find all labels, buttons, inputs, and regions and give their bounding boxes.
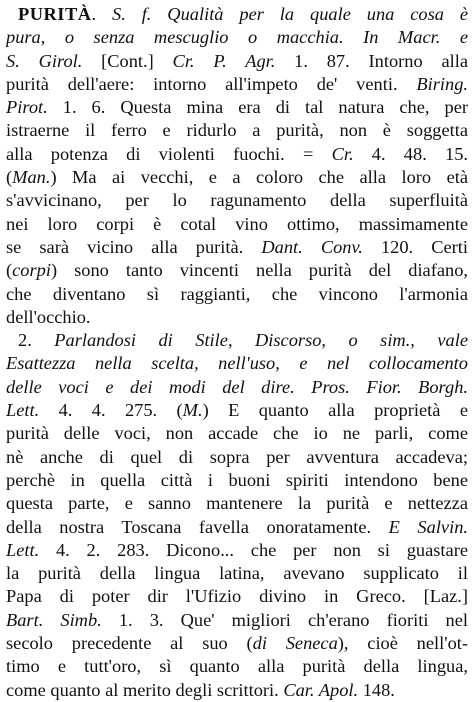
italic-text: Dant. Conv. [261,236,363,257]
text-run: 1. 6. Questa mina era di tal natura che, per [47,97,468,118]
italic-text: Biring. [416,73,468,94]
italic-text: Man. [12,167,51,188]
italic-text: Parlandosi di Stile, Discorso, o sim., vale [54,330,468,351]
entry-line [6,259,468,282]
entry-line [6,283,468,306]
italic-text: o senza mescuglio o macchia. In Macr. e [64,27,468,48]
text-run: se sarà vicino alla purità. [6,236,262,257]
entry-line [6,189,468,212]
italic-text: Car. Apol. [283,679,359,700]
entry-line [6,399,468,422]
italic-text: Lett. [6,539,40,560]
entry-line [6,376,468,399]
text-run: , [40,27,65,48]
italic-text: Lett. [6,400,40,421]
text-run: timo e tutt'oro, sì quanto alla purità della lingua, [6,656,468,677]
entry-line [6,166,468,189]
text-run: s'avvicinano, per lo ragunamento della superfluità [6,190,468,211]
text-run: . [91,4,113,24]
entry-line [6,96,468,119]
text-run: questa parte, e sanno mantenere la purità e nettezza [6,493,468,514]
entry-line [6,655,468,678]
text-run: alla potenza di violenti fuochi. = [6,143,332,164]
text-run: come quanto al merito degli scrittori. [6,679,284,700]
entry-line [6,422,468,445]
text-run: istraerne il ferro e ridurlo a purità, non è soggetta [6,120,468,141]
text-run: 148. [358,679,395,700]
entry-line [6,50,468,73]
text-run: 1. 87. Intorno alla [275,50,468,71]
text-run: Papa di poter dir l'Ufizio divino in Greco. [Laz.] [6,586,468,607]
text-run: ), cioè nell'ot- [337,633,468,654]
entry-line [6,306,468,329]
entry-line [6,609,468,632]
italic-text: corpi [12,260,51,281]
entry-line [6,562,468,585]
italic-text: Esattezza nella scelta, nell'uso, e nel collocamento [6,353,468,374]
text-run: ( [6,260,13,281]
entry-line [6,469,468,492]
text-run: purità delle voci, non accade che io ne parli, come [6,423,468,444]
entry-line [6,73,468,96]
entry-line [6,585,468,608]
entry-line [6,539,468,562]
text-run: ) sono tanto vincenti nella purità del diafano, [50,260,468,281]
entry-line [6,492,468,515]
headword: PURITÀ [18,4,92,24]
entry-line [6,236,468,259]
italic-text: Cr. [331,143,354,164]
entry-line [6,446,468,469]
italic-text: Cr. P. Agr. [172,50,276,71]
entry-line [6,26,468,49]
text-run: 4. 4. 275. ( [39,400,183,421]
text-run: nei loro corpi è cotal vino ottimo, massimamente [6,213,468,234]
entry-line [6,352,468,375]
entry-line [6,679,468,702]
italic-text: M. [182,400,203,421]
text-run: la purità della lingua latina, avevano supplicato il [6,563,468,584]
entry-line [6,213,468,236]
entry-line [6,119,468,142]
text-run: [Cont.] [82,50,173,71]
entry-line [6,329,468,352]
entry-line [6,143,468,166]
text-run: ) E quanto alla proprietà e [202,400,468,421]
text-run: dell'occhio. [6,306,91,327]
italic-text: S. f. Qualità per la quale una cosa è [112,4,468,24]
italic-text: S. Girol. [6,50,83,71]
italic-text: Bart. Simb. [6,609,102,630]
text-run: 4. 48. 15. [353,143,468,164]
entry-line [6,516,468,539]
italic-text: Pirot. [6,97,48,118]
text-run: ( [6,167,13,188]
entry-line [6,3,468,26]
text-run: 1. 3. Que' migliori ch'erano fioriti nel [101,609,468,630]
text-run: purità dell'aere: intorno all'impeto de' venti. [6,73,417,94]
text-run: della nostra Toscana favella onoratamente. [6,516,389,537]
italic-text: di Seneca [252,633,338,654]
italic-text: pura [6,27,41,48]
text-run: 2. [18,330,55,351]
italic-text: E Salvin. [388,516,468,537]
text-run: secolo precedente al suo ( [6,633,253,654]
text-run: nè anche di quel di sopra per avventura accadeva; [6,446,468,467]
text-run: perchè in quella città i buoni spiriti intendono bene [6,469,468,490]
text-run: 120. Certi [362,236,468,257]
italic-text: delle voci e dei modi del dire. Pros. Fior. Borgh. [6,376,468,397]
text-run: ) Ma ai vecchi, e a coloro che alla loro età [50,167,468,188]
text-run: che diventano sì raggianti, che vincono l'armonia [6,283,468,304]
entry-line [6,632,468,655]
text-run: 4. 2. 283. Dicono... che per non si guastare [39,539,468,560]
